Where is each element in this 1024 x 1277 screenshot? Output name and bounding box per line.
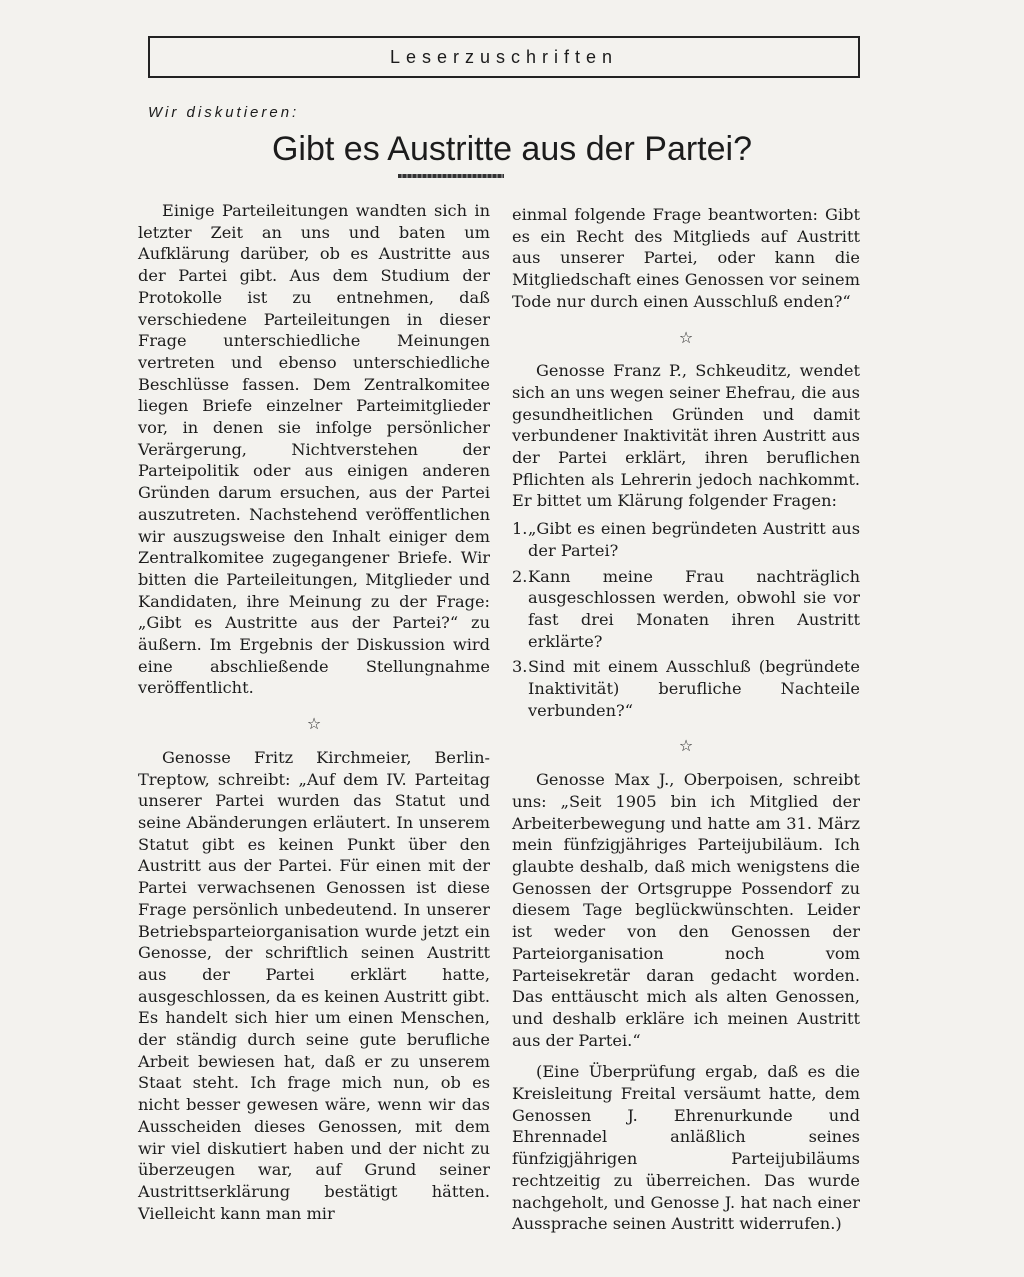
title-underline	[398, 174, 504, 178]
intro-paragraph: Einige Parteileitungen wandten sich in letzter Zeit an uns und baten um Aufklärung darüber, ob es Austritte aus der Partei gibt. Aus dem Studium der Protokolle ist zu entnehmen, daß verschiedene Parteileitungen in dieser Frage unterschiedliche Meinungen vertreten und ebenso unterschiedliche Beschlüsse fassen. Dem Zentralkomitee liegen Briefe einzelner Parteimitglieder vor, in denen sie infolge persönlicher Verärgerung, Nichtverstehen der Parteipolitik oder aus einigen anderen Gründen darum ersuchen, aus der Partei auszutreten. Nachstehend veröffentlichen wir auszugsweise den Inhalt einiger dem Zentralkomitee zugegangener Briefe. Wir bitten die Parteileitungen, Mitglieder und Kandidaten, ihre Meinung zu der Frage: „Gibt es Austritte aus der Partei?“ zu äußern. Im Ergebnis der Diskussion wird eine abschließende Stellungnahme veröffentlicht.	[138, 201, 490, 698]
section-header: Leserzuschriften	[389, 46, 619, 67]
star-divider: ☆	[306, 714, 322, 734]
editorial-note: (Eine Überprüfung ergab, daß es die Kreisleitung Freital versäumt hatte, dem Genossen J. Ehrenurkunde und Ehrennadel anläßlich seines fünfzigjährigen Parteijubiläums rechtzeitig zu überreichen. Das wurde nachgeholt, und Genosse J. hat nach einer Aussprache seinen Austritt widerrufen.)	[512, 1062, 860, 1234]
article-title: Gibt es Austritte aus der Partei?	[271, 130, 753, 168]
list-text: „Gibt es einen begründeten Austritt aus der Partei?	[528, 519, 860, 560]
letter-kirchmeier: Genosse Fritz Kirchmeier, Berlin-Treptow, schreibt: „Auf dem IV. Parteitag unserer Partei wurden das Statut und seine Abänderungen erläutert. In unserem Statut gibt es keinen Punkt über den Austritt aus der Partei. Für einen mit der Partei verwachsenen Genossen ist diese Frage persönlich unbedeutend. In unserer Betriebsparteiorganisation wurde jetzt ein Genosse, der schriftlich seinen Austritt aus der Partei erklärt hatte, ausgeschlossen, da es keinen Austritt gibt. Es handelt sich hier um einen Menschen, der ständig durch seine gute berufliche Arbeit bewiesen hat, daß er zu unserem Staat steht. Ich frage mich nun, ob es nicht besser gewesen wäre, wenn wir das Ausscheiden dieses Genossen, mit dem wir viel diskutiert haben und der nicht zu überzeugen war, auf Grund seiner Austrittserklärung bestätigt hätten. Vielleicht kann man mir	[138, 747, 490, 1223]
right-column	[512, 204, 860, 1235]
question-list	[512, 518, 860, 721]
section-header-box	[148, 36, 860, 78]
letter-max: Genosse Max J., Oberpoisen, schreibt uns: „Seit 1905 bin ich Mitglied der Arbeiterbewegung und hatte am 31. März mein fünfzigjähriges Parteijubiläum. Ich glaubte deshalb, daß mich wenigstens die Genossen der Ortsgruppe Possendorf zu diesem Tage beglückwünschten. Leider ist weder von den Genossen der Parteiorganisation noch vom Parteisekretär daran gedacht worden. Das enttäuscht mich als alten Genossen, und deshalb erkläre ich meinen Austritt aus der Partei.“	[512, 770, 860, 1050]
list-item	[512, 656, 860, 721]
list-item	[512, 518, 860, 561]
spacer	[512, 1051, 860, 1061]
list-text: Sind mit einem Ausschluß (begründete Inaktivität) berufliche Nachteile verbunden?“	[528, 657, 860, 720]
left-column	[138, 200, 490, 1224]
kicker: Wir diskutieren:	[148, 104, 300, 121]
list-number: 3.	[512, 657, 528, 677]
list-text: Kann meine Frau nachträglich ausgeschlossen werden, obwohl sie vor fast drei Monaten ihren Austritt erklärte?	[528, 566, 860, 651]
list-number: 2.	[512, 566, 528, 586]
star-divider: ☆	[678, 736, 694, 756]
list-number: 1.	[512, 519, 528, 539]
letter-kirchmeier-continued: einmal folgende Frage beantworten: Gibt es ein Recht des Mitglieds auf Austritt aus unserer Partei, oder kann die Mitgliedschaft eines Genossen vor seinem Tode nur durch einen Ausschluß enden?“	[512, 205, 860, 311]
star-divider: ☆	[678, 327, 694, 347]
letter-franz: Genosse Franz P., Schkeuditz, wendet sich an uns wegen seiner Ehefrau, die aus gesundheitlichen Gründen und damit verbundener Inaktivität ihren Austritt aus der Partei erklärt, ihren beruflichen Pflichten als Lehrerin jedoch nachkommt. Er bittet um Klärung folgender Fragen:	[512, 361, 860, 511]
list-item	[512, 566, 860, 653]
